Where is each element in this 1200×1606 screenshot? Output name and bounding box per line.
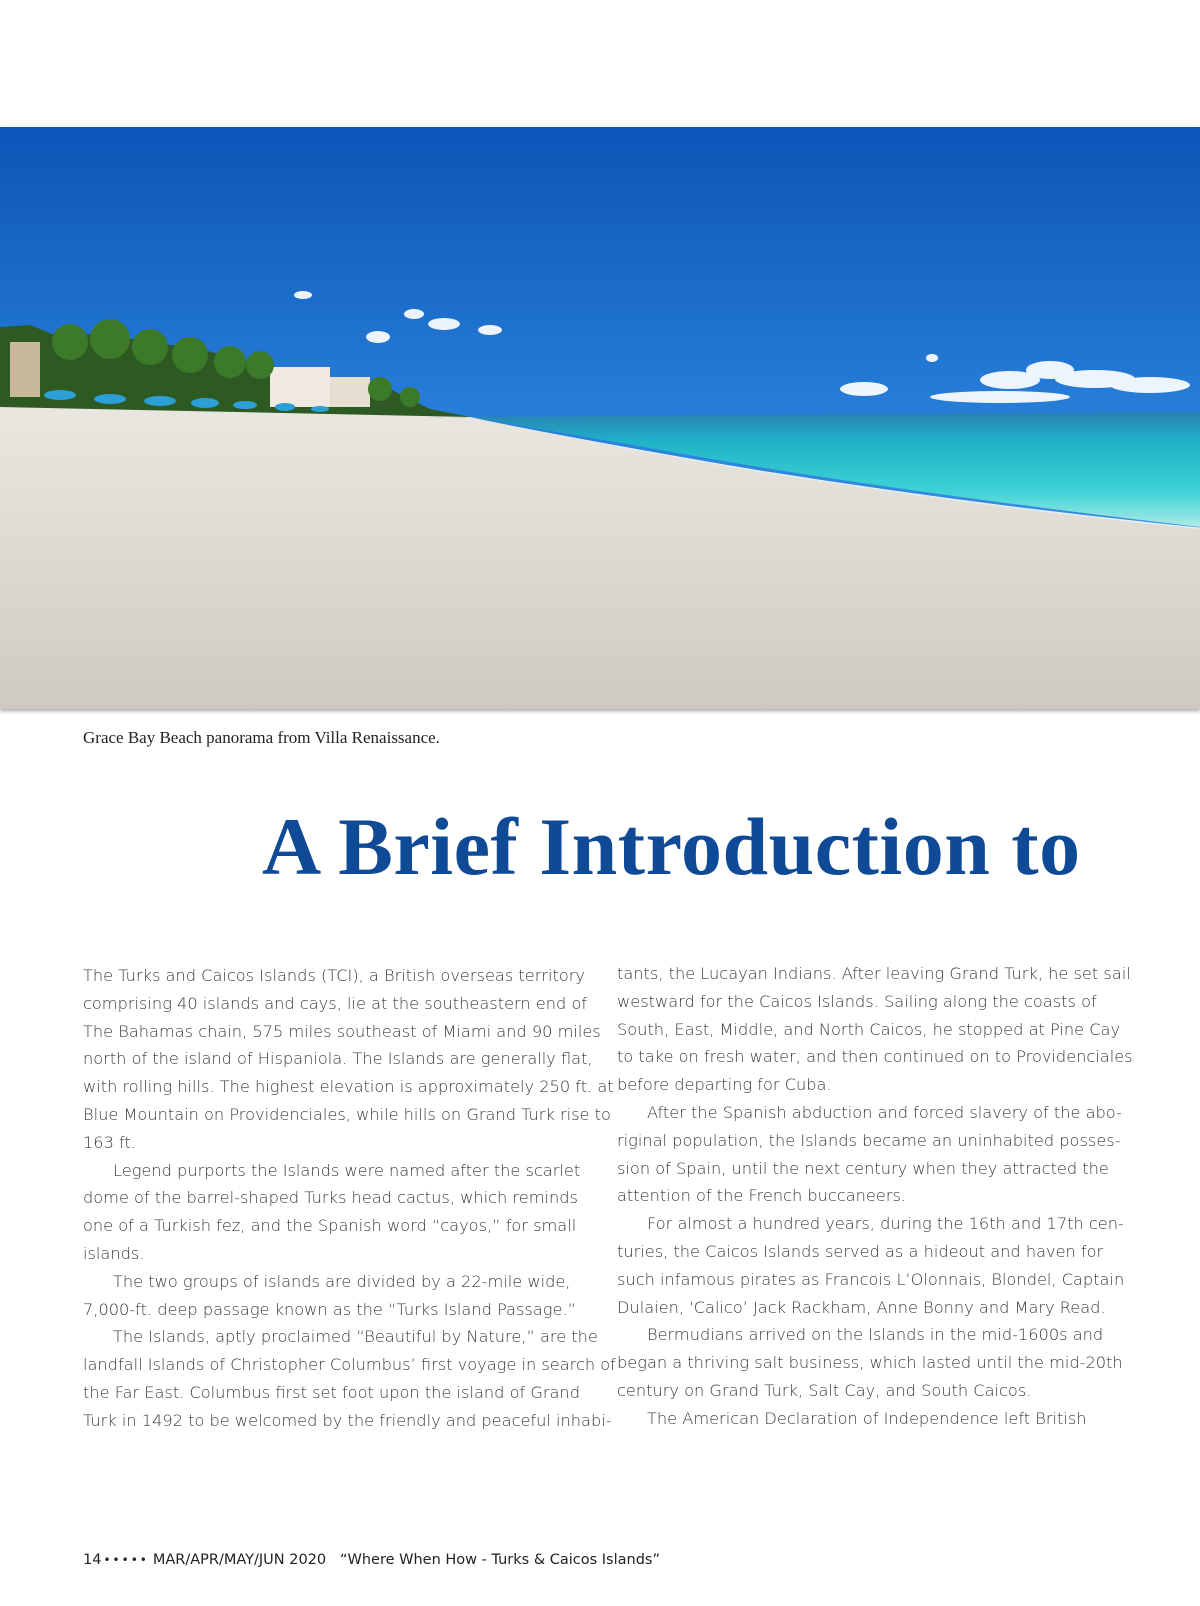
text-line: Bermudians arrived on the Islands in the mid-1600s and [647, 1325, 1104, 1345]
beach-panorama-image [0, 127, 1200, 709]
text-line: before departing for Cuba. [617, 1075, 832, 1095]
body-paragraph [617, 1210, 1125, 1321]
text-line: The Bahamas chain, 575 miles southeast of Miami and 90 miles [83, 1021, 601, 1041]
body-paragraph [83, 1268, 593, 1324]
text-line: dome of the barrel-shaped Turks head cactus, which reminds [83, 1188, 578, 1208]
text-line: The Turks and Caicos Islands (TCI), a British overseas territory [83, 966, 586, 985]
text-line: Legend purports the Islands were named after the scarlet [113, 1160, 581, 1180]
issue-date: MAR/APR/MAY/JUN 2020 [152, 1552, 327, 1568]
text-line: The American Declaration of Independence left British [647, 1408, 1087, 1428]
text-line: After the Spanish abduction and forced slavery of the abo- [647, 1102, 1122, 1122]
text-line: century on Grand Turk, Salt Cay, and South Caicos. [617, 1380, 1032, 1400]
text-line: sion of Spain, until the next century when they attracted the [617, 1158, 1109, 1178]
body-column-right [617, 960, 1133, 1433]
text-line: The Islands, aptly proclaimed “Beautiful by Nature,” are the [113, 1327, 598, 1347]
body-column-left [83, 962, 616, 1435]
text-line: the Far East. Columbus first set foot upon the island of Grand [83, 1382, 580, 1402]
text-line: Dulaien, ‘Calico’ Jack Rackham, Anne Bonny and Mary Read. [617, 1297, 1106, 1317]
body-paragraph [617, 960, 1133, 1099]
text-line: westward for the Caicos Islands. Sailing along the coasts of [617, 991, 1097, 1011]
text-line: 7,000-ft. deep passage known as the “Turks Island Passage.” [83, 1299, 576, 1319]
text-line: 163 ft. [83, 1132, 136, 1152]
article-title: A Brief Introduction to [262, 801, 1081, 892]
body-paragraph [617, 1099, 1122, 1210]
photo-caption: Grace Bay Beach panorama from Villa Renaissance. [83, 728, 440, 747]
text-line: riginal population, the Islands became an uninhabited posses- [617, 1130, 1121, 1150]
text-line: The two groups of islands are divided by a 22-mile wide, [113, 1271, 571, 1291]
text-line: began a thriving salt business, which lasted until the mid-20th [617, 1353, 1123, 1373]
page-footer [83, 1552, 660, 1568]
body-paragraph [617, 1321, 1123, 1404]
text-line: to take on fresh water, and then continued on to Providenciales [617, 1047, 1133, 1067]
text-line: Turk in 1492 to be welcomed by the friendly and peaceful inhabi- [83, 1410, 612, 1430]
text-line: South, East, Middle, and North Caicos, he stopped at Pine Cay [617, 1019, 1121, 1039]
body-paragraph [83, 1157, 593, 1268]
text-line: comprising 40 islands and cays, lie at the southeastern end of [83, 993, 588, 1013]
text-line: islands. [83, 1243, 145, 1263]
text-line: For almost a hundred years, during the 16th and 17th cen- [647, 1214, 1124, 1234]
text-line: landfall Islands of Christopher Columbus’ first voyage in search of [83, 1355, 616, 1375]
publication-name: “Where When How - Turks & Caicos Islands” [339, 1552, 660, 1568]
beach-panorama-photo [0, 127, 1200, 709]
text-line: such infamous pirates as Francois L’Olonnais, Blondel, Captain [617, 1269, 1125, 1289]
page-number: 14 [83, 1552, 102, 1568]
text-line: with rolling hills. The highest elevation is approximately 250 ft. at [83, 1077, 614, 1097]
text-line: one of a Turkish fez, and the Spanish word “cayos,” for small [83, 1216, 577, 1236]
text-line: turies, the Caicos Islands served as a hideout and haven for [617, 1241, 1104, 1261]
body-paragraph [617, 1405, 1117, 1433]
body-paragraph [83, 962, 614, 1157]
text-line: tants, the Lucayan Indians. After leaving Grand Turk, he set sail [617, 964, 1131, 983]
text-line: Blue Mountain on Providenciales, while hills on Grand Turk rise to [83, 1104, 611, 1124]
text-line: north of the island of Hispaniola. The Islands are generally flat, [83, 1049, 593, 1069]
body-paragraph [83, 1323, 616, 1434]
footer-dots: ••••• [103, 1553, 149, 1567]
text-line: attention of the French buccaneers. [617, 1186, 907, 1206]
